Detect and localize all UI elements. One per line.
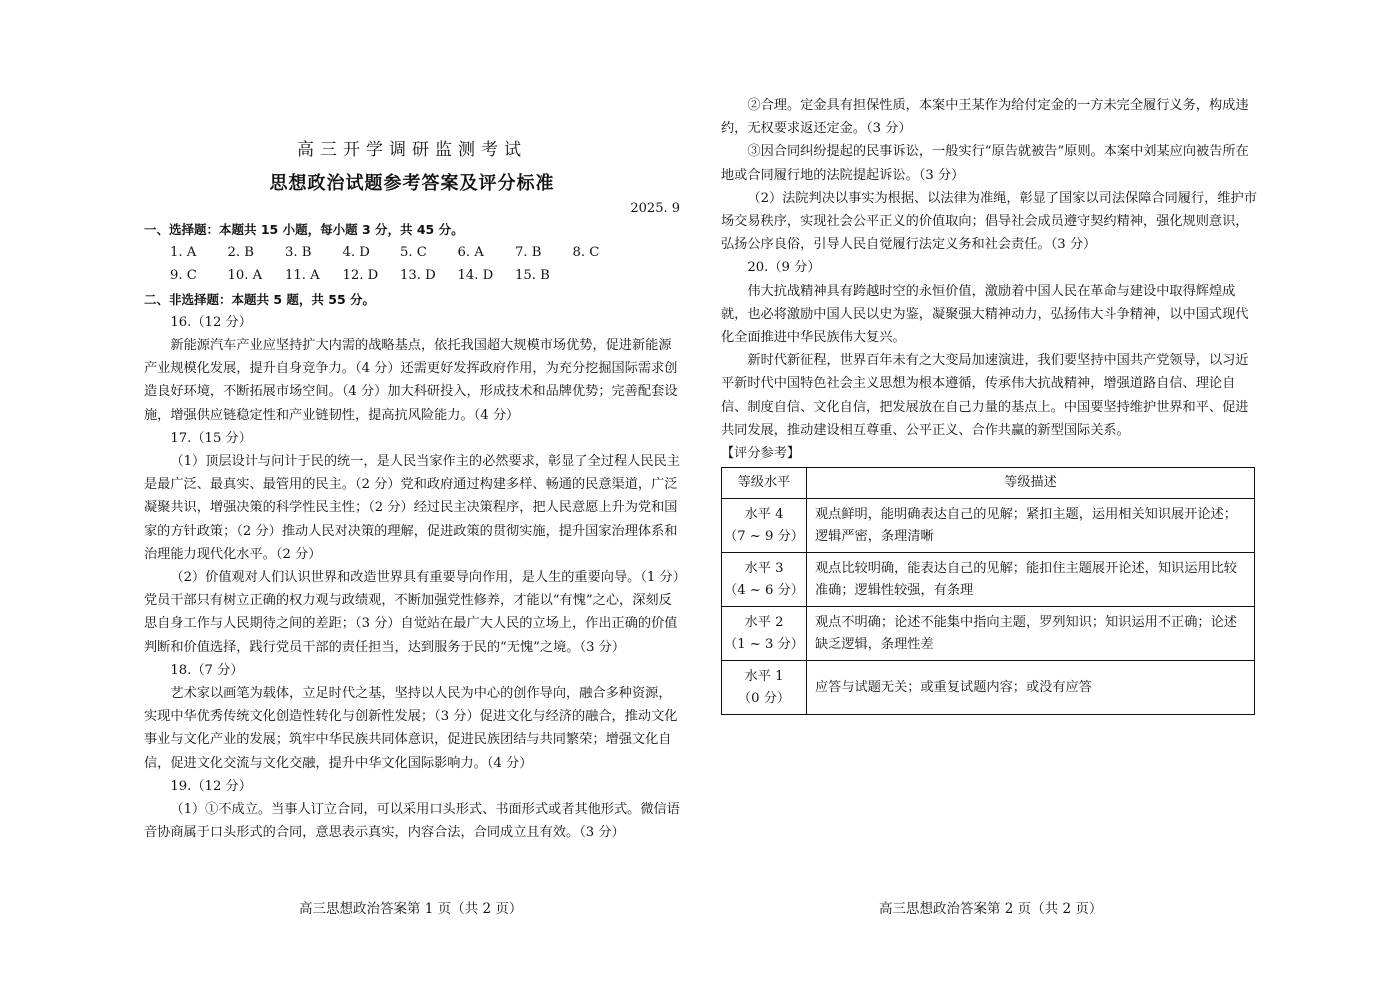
level-cell	[722, 661, 807, 715]
answer-row-2	[144, 264, 680, 287]
q16-heading: 16.（12 分）	[170, 314, 252, 330]
table-header: 等级描述	[807, 468, 1255, 499]
page-2-footer: 高三思想政治答案第 2 页（共 2 页）	[879, 901, 1103, 917]
answer-item: 3. B	[285, 245, 312, 261]
answer-item: 1. A	[170, 245, 197, 261]
exam-title: 高三开学调研监测考试	[297, 140, 527, 160]
answer-item: 12. D	[342, 268, 379, 284]
answer-item: 9. C	[170, 268, 197, 284]
answer-item: 4. D	[342, 245, 370, 261]
q17-answer-2: （2）价值观对人们认识世界和改造世界具有重要导向作用，是人生的重要向导。（1 分）党员干部只有树立正确的权力观与政绩观，不断加强党性修养，才能以“有愧”之心，深刻反思自身工作与人民期待之间的差距；（3 分）自觉站在最广大人民的立场上，作出正确的价值判断和价值选择，践行党员干部的责任担当，达到服务于民的“无愧”之境。（3 分）	[144, 570, 680, 655]
section-1-heading: 一、选择题：本题共 15 小题，每小题 3 分，共 45 分。	[144, 222, 464, 237]
grading-table	[721, 467, 1255, 715]
answer-row-1	[144, 241, 680, 264]
q17-answer-1: （1）顶层设计与问计于民的统一，是人民当家作主的必然要求，彰显了全过程人民民主是最广泛、最真实、最管用的民主。（2 分）党和政府通过构建多样、畅通的民意渠道，广泛凝聚共识，增强决策的科学性民主性；（2 分）经过民主决策程序，把人民意愿上升为党和国家的方针政策；（2 分）推动人民对决策的理解，促进政策的贯彻实施，提升国家治理体系和治理能力现代化水平。（2 分）	[144, 454, 680, 562]
level-name: 水平 2	[744, 614, 784, 630]
answer-item: 15. B	[515, 268, 550, 284]
q20-answer-2: 新时代新征程，世界百年未有之大变局加速演进，我们要坚持中国共产党领导，以习近平新时代中国特色社会主义思想为根本遵循，传承伟大抗战精神，增强道路自信、理论自信、制度自信、文化自信，把发展放在自己力量的基点上。中国要坚持维护世界和平、促进共同发展，推动建设相互尊重、公平正义、合作共赢的新型国际关系。	[721, 353, 1249, 438]
level-name: 水平 3	[744, 560, 784, 576]
level-range: （0 分）	[737, 690, 791, 706]
answer-item: 11. A	[285, 268, 320, 284]
table-row	[722, 607, 1255, 661]
answer-item: 7. B	[515, 245, 542, 261]
level-cell	[722, 607, 807, 661]
q20-heading: 20.（9 分）	[747, 260, 821, 276]
page-2-body	[721, 94, 1257, 465]
page-1-body	[144, 218, 680, 844]
answer-item: 13. D	[400, 268, 436, 284]
level-name: 水平 1	[744, 668, 784, 684]
answer-item: 14. D	[457, 268, 494, 284]
q20-answer-1: 伟大抗战精神具有跨越时空的永恒价值，激励着中国人民在革命与建设中取得辉煌成就，也必将激励中国人民以史为鉴，凝聚强大精神动力，弘扬伟大斗争精神，以中国式现代化全面推进中华民族伟大复兴。	[721, 283, 1249, 346]
level-description: 观点鲜明，能明确表达自己的见解；紧扣主题，运用相关知识展开论述；逻辑严密，条理清晰	[807, 499, 1255, 553]
table-header: 等级水平	[722, 468, 807, 499]
page-1-footer: 高三思想政治答案第 1 页（共 2 页）	[299, 901, 523, 917]
q19-answer-4: （2）法院判决以事实为根据、以法律为准绳，彰显了国家以司法保障合同履行，维护市场交易秩序，实现社会公平正义的价值取向；倡导社会成员遵守契约精神，强化规则意识，弘扬公序良俗，引导人民自觉履行法定义务和社会责任。（3 分）	[721, 190, 1257, 253]
level-description: 观点不明确；论述不能集中指向主题，罗列知识；知识运用不正确；论述缺乏逻辑，条理性差	[807, 607, 1255, 661]
level-range: （1 ~ 3 分）	[724, 636, 804, 652]
answer-item: 5. C	[400, 245, 427, 261]
answer-item: 8. C	[572, 245, 600, 261]
q18-heading: 18.（7 分）	[170, 662, 244, 678]
q17-heading: 17.（15 分）	[170, 430, 252, 446]
answer-item: 6. A	[457, 245, 484, 261]
table-row	[722, 661, 1255, 715]
q19-answer-2: ②合理。定金具有担保性质，本案中王某作为给付定金的一方未完全履行义务，构成违约，无权要求返还定金。（3 分）	[721, 98, 1249, 137]
table-header-row	[722, 468, 1255, 499]
level-range: （4 ~ 6 分）	[724, 582, 804, 598]
table-row	[722, 499, 1255, 553]
level-description: 应答与试题无关；或重复试题内容；或没有应答	[807, 661, 1255, 715]
q19-heading: 19.（12 分）	[170, 778, 252, 794]
answer-item: 2. B	[227, 245, 254, 261]
q19-answer-3: ③因合同纠纷提起的民事诉讼，一般实行“原告就被告”原则。本案中刘某应向被告所在地或合同履行地的法院提起诉讼。（3 分）	[721, 144, 1249, 183]
level-cell	[722, 499, 807, 553]
main-title: 思想政治试题参考答案及评分标准	[269, 173, 555, 194]
level-name: 水平 4	[744, 506, 784, 522]
section-2-heading: 二、非选择题：本题共 5 题，共 55 分。	[144, 291, 376, 307]
q16-answer: 新能源汽车产业应坚持扩大内需的战略基点，依托我国超大规模市场优势，促进新能源产业规模化发展，提升自身竞争力。（4 分）还需更好发挥政府作用，为充分挖掘国际需求创造良好环境，不断拓展市场空间。（4 分）加大科研投入，形成技术和品牌优势；完善配套设施，增强供应链稳定性和产业链韧性，提高抗风险能力。（4 分）	[144, 338, 678, 423]
rubric-label: 【评分参考】	[721, 446, 801, 462]
table-row	[722, 553, 1255, 607]
level-cell	[722, 553, 807, 607]
answer-item: 10. A	[227, 268, 263, 284]
exam-date: 2025. 9	[630, 201, 680, 216]
level-range: （7 ~ 9 分）	[724, 528, 804, 544]
level-description: 观点比较明确，能表达自己的见解；能扣住主题展开论述，知识运用比较准确；逻辑性较强，有条理	[807, 553, 1255, 607]
q19-answer-1: （1）①不成立。当事人订立合同，可以采用口头形式、书面形式或者其他形式。微信语音协商属于口头形式的合同，意思表示真实，内容合法，合同成立且有效。（3 分）	[144, 802, 680, 841]
q18-answer: 艺术家以画笔为载体，立足时代之基，坚持以人民为中心的创作导向，融合多种资源，实现中华优秀传统文化创造性转化与创新性发展；（3 分）促进文化与经济的融合，推动文化事业与文化产业的发展；筑牢中华民族共同体意识，促进民族团结与共同繁荣；增强文化自信，促进文化交流与文化交融，提升中华文化国际影响力。（4 分）	[144, 686, 678, 771]
